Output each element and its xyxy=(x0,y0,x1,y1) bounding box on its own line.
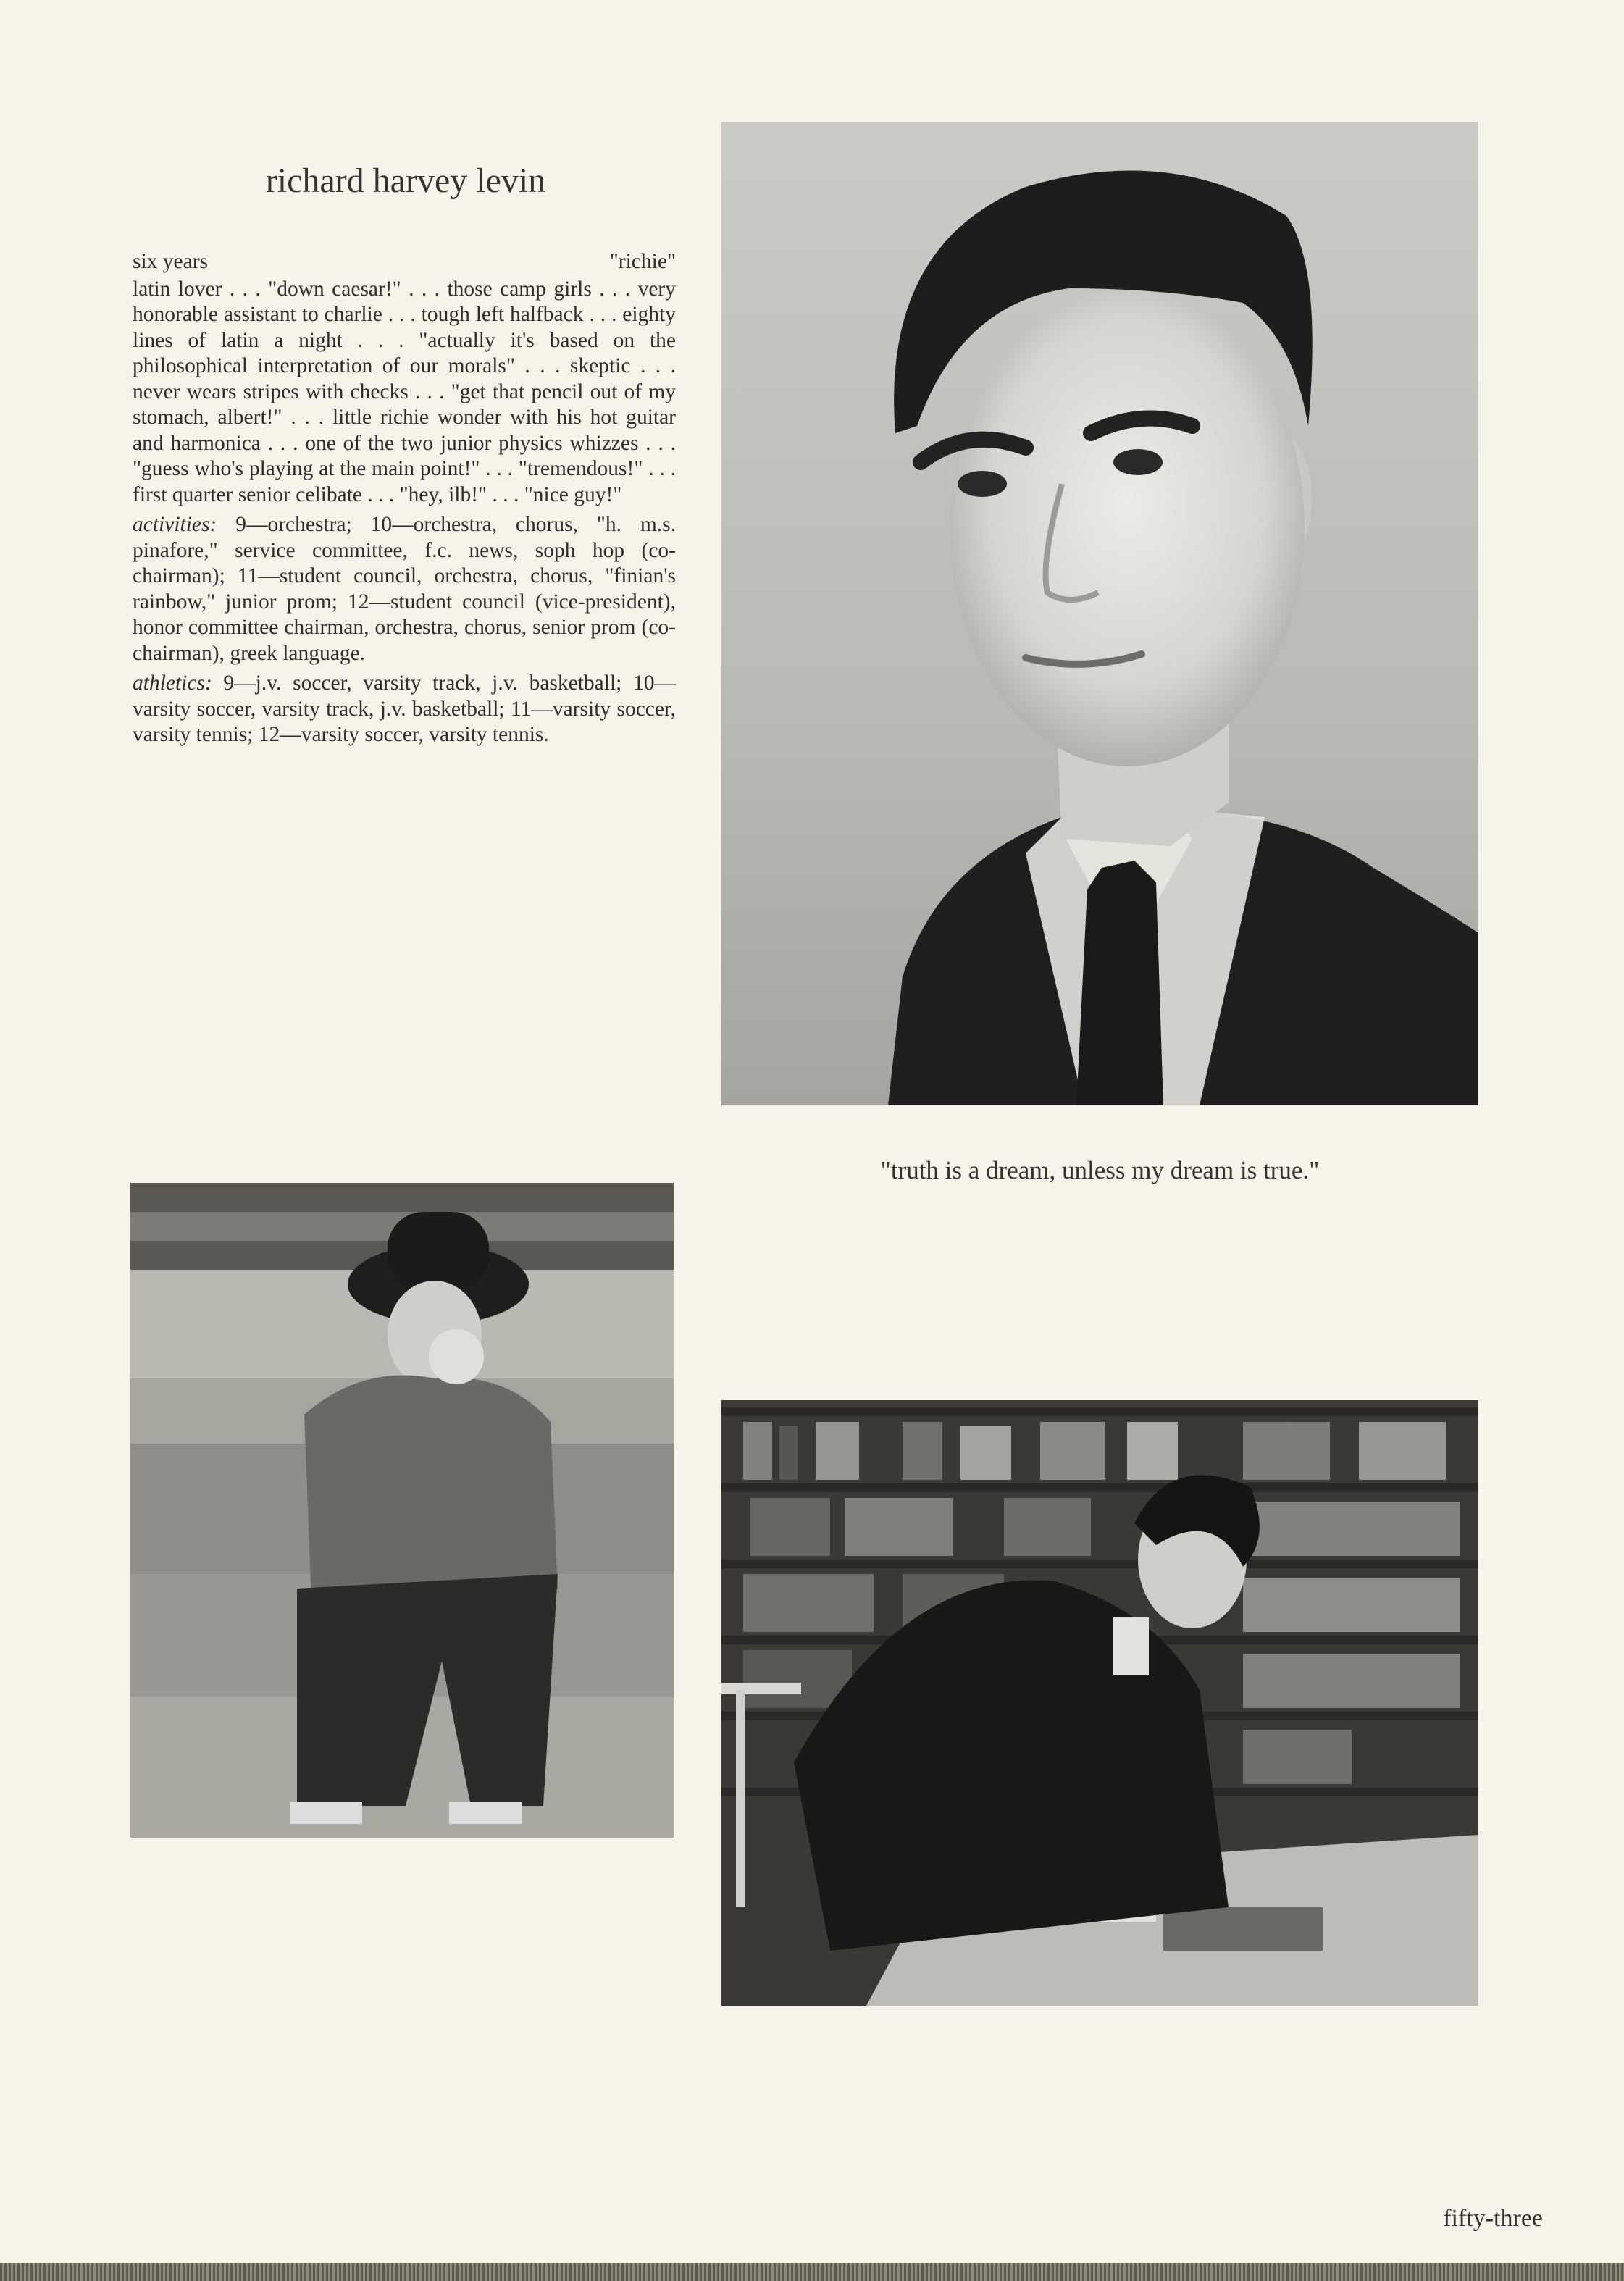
yearbook-quote: "truth is a dream, unless my dream is true." xyxy=(880,1156,1320,1184)
years-row xyxy=(133,249,676,275)
nickname: "richie" xyxy=(609,250,676,273)
athletics-label: athletics: xyxy=(133,671,212,695)
bio-block xyxy=(133,249,676,753)
bio-description: latin lover . . . "down caesar!" . . . those camp girls . . . very honorable assistant to charlie . . . tough left halfback . . . eighty lines of latin a night . . . "actually it's based on the philosophical interpretation of our morals" . . . skeptic . . . never wears stripes with checks . . . "get that pencil out of my stomach, albert!" . . . little richie wonder with his hot guitar and harmonica . . . one of the two junior physics whizzes . . . "guess who's playing at the main point!" . . . "tremendous!" . . . first quarter senior celibate . . . "hey, ilb!" . . . "nice guy!" xyxy=(133,277,676,506)
student-name-heading: richard harvey levin xyxy=(265,162,546,200)
library-study-photo xyxy=(721,1400,1478,2006)
activities-label: activities: xyxy=(133,513,217,536)
activities-text: 9—orchestra; 10—orchestra, chorus, "h. m.s. pinafore," service committee, f.c. news, soph hop (co-chairman); 11—student council, orchestra, chorus, "finian's rainbow," junior prom; 12—student council (vice-president), honor committee chairman, orchestra, chorus, senior prom (co-chairman), greek language. xyxy=(133,513,676,665)
years-at-school: six years xyxy=(133,250,209,273)
page-bottom-edge xyxy=(0,2263,1624,2281)
athletics-paragraph xyxy=(133,671,676,748)
page-number: fifty-three xyxy=(1443,2205,1543,2232)
childhood-photo xyxy=(130,1183,674,1838)
athletics-text: 9—j.v. soccer, varsity track, j.v. basketball; 10—varsity soccer, varsity track, j.v. basketball; 11—varsity soccer, varsity tennis; 12—varsity soccer, varsity tennis. xyxy=(133,671,676,746)
senior-portrait-photo xyxy=(721,122,1478,1105)
activities-paragraph xyxy=(133,512,676,666)
